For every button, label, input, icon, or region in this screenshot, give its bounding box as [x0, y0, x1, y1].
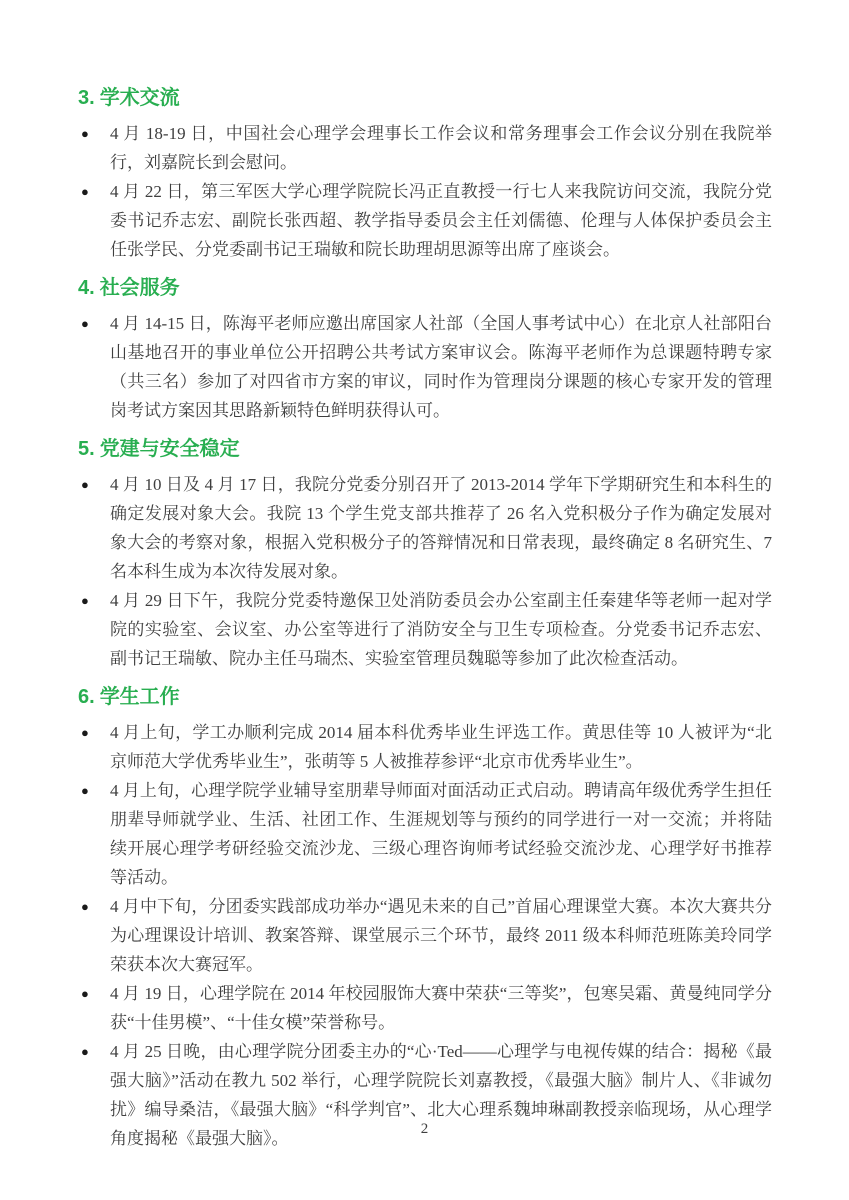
bullet-text: 4 月 14-15 日，陈海平老师应邀出席国家人社部（全国人事考试中心）在北京人社部阳台山基地召开的事业单位公开招聘公共考试方案审议会。陈海平老师作为总课题特聘专家（共三名）参加了对四省市方案的审议，同时作为管理岗分课题的核心专家开发的管理岗考试方案因其思路新颖特色鲜明获得认可。: [110, 314, 772, 420]
bullet-list: [78, 470, 772, 673]
bullet-icon: ●: [81, 126, 89, 141]
section-heading: [78, 435, 772, 463]
bullet-text: 4 月 18-19 日，中国社会心理学会理事长工作会议和常务理事会工作会议分别在我院举行，刘嘉院长到会慰问。: [110, 124, 772, 172]
page-number: 2: [420, 1121, 429, 1137]
section-heading: [78, 683, 772, 711]
section-title: 社会服务: [99, 277, 180, 299]
bullet-icon: ●: [81, 986, 89, 1001]
list-item: [78, 892, 772, 979]
section-number: 6.: [78, 686, 95, 708]
bullet-list: [78, 119, 772, 264]
section-number: 5.: [78, 438, 95, 460]
bullet-text: 4 月 22 日，第三军医大学心理学院院长冯正直教授一行七人来我院访问交流，我院分党委书记乔志宏、副院长张西超、教学指导委员会主任刘儒德、伦理与人体保护委员会主任张学民、分党委副书记王瑞敏和院长助理胡思源等出席了座谈会。: [110, 182, 772, 259]
bullet-icon: ●: [81, 725, 89, 740]
list-item: [78, 177, 772, 264]
list-item: [78, 470, 772, 586]
bullet-icon: ●: [81, 899, 89, 914]
list-item: [78, 718, 772, 776]
page-footer: [0, 1121, 849, 1138]
bullet-text: 4 月上旬，心理学院学业辅导室朋辈导师面对面活动正式启动。聘请高年级优秀学生担任朋辈导师就学业、生活、社团工作、生涯规划等与预约的同学进行一对一交流；并将陆续开展心理学考研经验交流沙龙、三级心理咨询师考试经验交流沙龙、心理学好书推荐等活动。: [110, 781, 772, 887]
bullet-text: 4 月上旬，学工办顺利完成 2014 届本科优秀毕业生评选工作。黄思佳等 10 人被评为“北京师范大学优秀毕业生”，张萌等 5 人被推荐参评“北京市优秀毕业生”。: [110, 723, 772, 771]
bullet-icon: ●: [81, 477, 89, 492]
bullet-icon: ●: [81, 184, 89, 199]
bullet-list: [78, 309, 772, 425]
section-title: 学术交流: [99, 87, 180, 109]
report-section: [78, 84, 772, 264]
section-title: 党建与安全稳定: [99, 438, 240, 460]
bullet-list: [78, 718, 772, 1153]
list-item: [78, 979, 772, 1037]
section-title: 学生工作: [99, 686, 180, 708]
report-section: [78, 274, 772, 425]
section-heading: [78, 84, 772, 112]
bullet-icon: ●: [81, 593, 89, 608]
bullet-text: 4 月 10 日及 4 月 17 日，我院分党委分别召开了 2013-2014 学年下学期研究生和本科生的确定发展对象大会。我院 13 个学生党支部共推荐了 26 名入党积极分子作为确定发展对象大会的考察对象，根据入党积极分子的答辩情况和日常表现，最终确定 8 名研究生、7 名本科生成为本次待发展对象。: [110, 475, 772, 581]
section-heading: [78, 274, 772, 302]
list-item: [78, 119, 772, 177]
report-section: [78, 435, 772, 673]
report-section: [78, 683, 772, 1153]
section-number: 4.: [78, 277, 95, 299]
bullet-icon: ●: [81, 1044, 89, 1059]
bullet-text: 4 月中下旬，分团委实践部成功举办“遇见未来的自己”首届心理课堂大赛。本次大赛共分为心理课设计培训、教案答辩、课堂展示三个环节，最终 2011 级本科师范班陈美玲同学荣获本次大赛冠军。: [110, 897, 772, 974]
list-item: [78, 776, 772, 892]
bullet-icon: ●: [81, 316, 89, 331]
section-number: 3.: [78, 87, 95, 109]
bullet-text: 4 月 29 日下午，我院分党委特邀保卫处消防委员会办公室副主任秦建华等老师一起对学院的实验室、会议室、办公室等进行了消防安全与卫生专项检查。分党委书记乔志宏、副书记王瑞敏、院办主任马瑞杰、实验室管理员魏聪等参加了此次检查活动。: [110, 591, 772, 668]
list-item: [78, 309, 772, 425]
bullet-text: 4 月 25 日晚，由心理学院分团委主办的“心·Ted——心理学与电视传媒的结合：揭秘《最强大脑》”活动在教九 502 举行，心理学院院长刘嘉教授，《最强大脑》制片人、《非诚勿扰》编导桑洁，《最强大脑》“科学判官”、北大心理系魏坤琳副教授亲临现场，从心理学角度揭秘《最强大脑》。: [110, 1042, 772, 1148]
list-item: [78, 586, 772, 673]
bullet-text: 4 月 19 日，心理学院在 2014 年校园服饰大赛中荣获“三等奖”，包寒吴霜、黄曼纯同学分获“十佳男模”、“十佳女模”荣誉称号。: [110, 984, 772, 1032]
bullet-icon: ●: [81, 783, 89, 798]
document-content: [78, 0, 772, 1153]
